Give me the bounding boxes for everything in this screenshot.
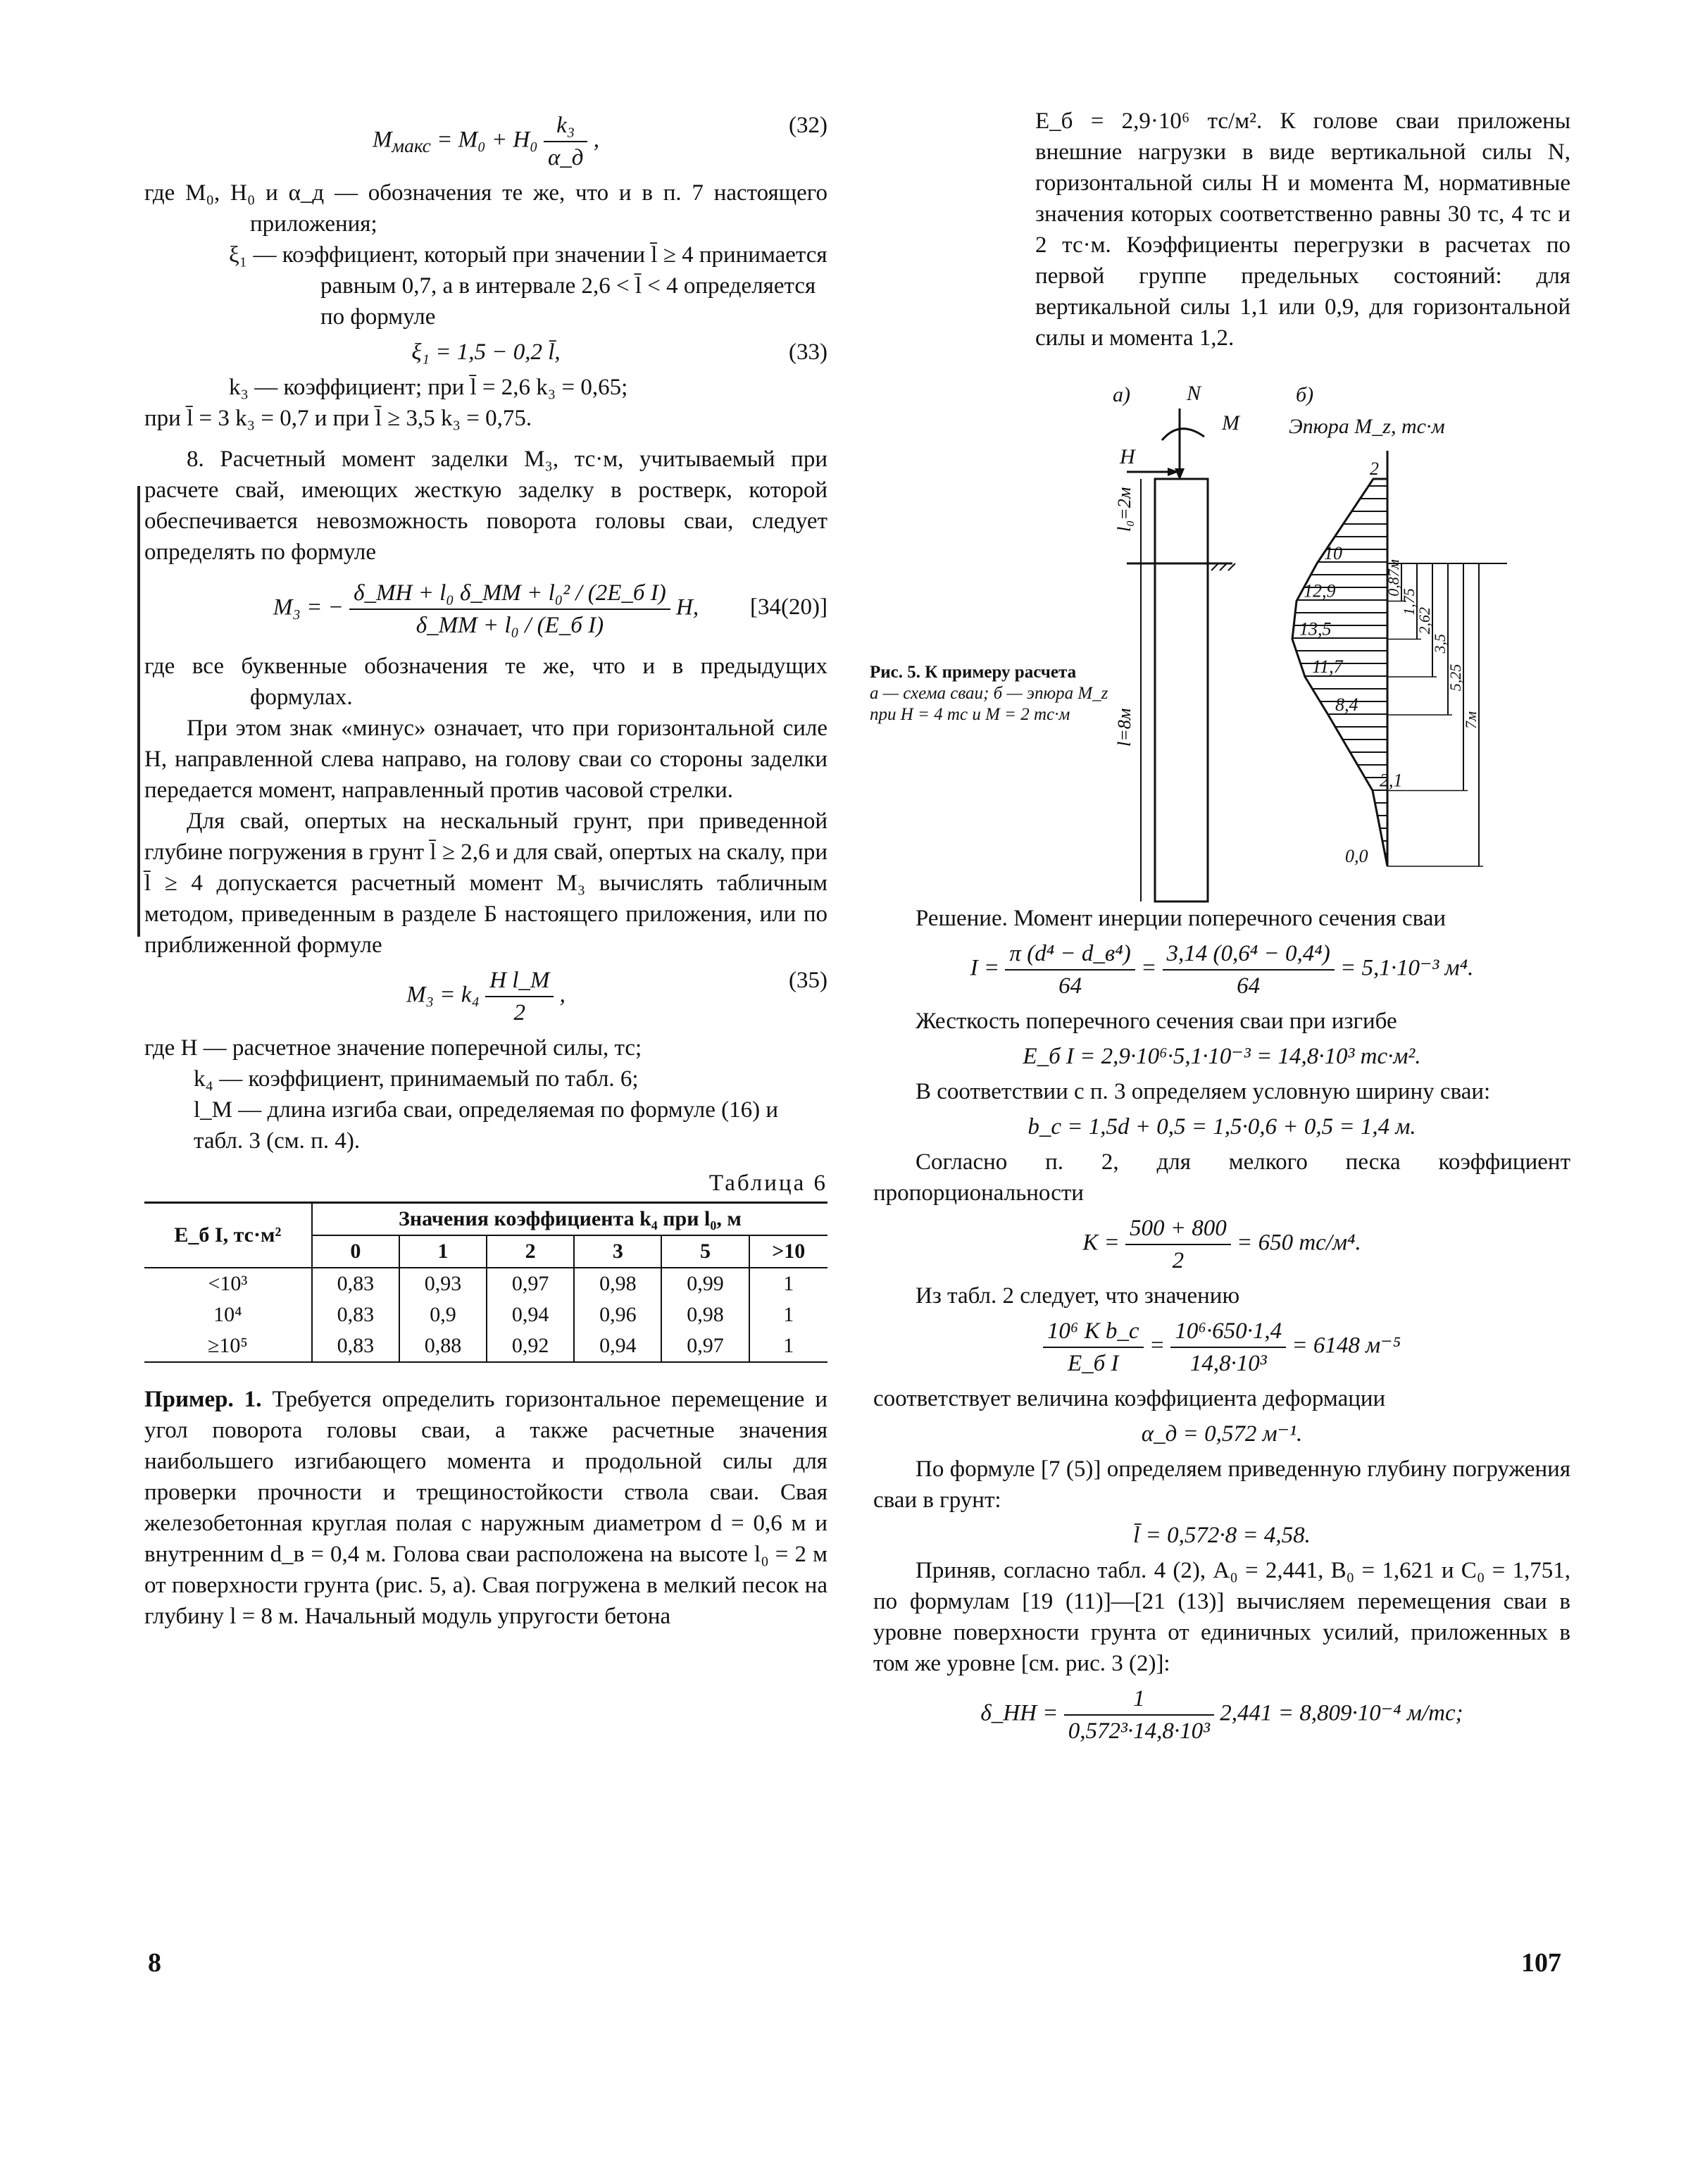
formula-ratio-frac1: [1043, 1316, 1144, 1379]
table2-text: Из табл. 2 следует, что значению: [916, 1283, 1240, 1309]
formula-33: [144, 337, 827, 368]
formula-delta-hh-num: 1: [1064, 1683, 1214, 1716]
fig-label-h: H: [1120, 445, 1135, 468]
formula-inertia-frac1: [1005, 938, 1135, 1001]
formula-ratio-tail: = 6148 м⁻⁵: [1292, 1333, 1401, 1359]
h-definition: где H — расчетное значение поперечной силы, тс;: [144, 1035, 642, 1061]
table-cell: 1: [783, 1272, 794, 1295]
table-6-col-0: 0: [312, 1235, 399, 1268]
moment-m-arrow: [1162, 429, 1204, 440]
formula-35-lhs: M₃ = k₄: [406, 982, 480, 1008]
table-cell: 1: [783, 1303, 794, 1326]
k-text: Согласно п. 2, для мелкого песка коэффициент пропорциональности: [873, 1149, 1570, 1206]
pile-shaft: [1155, 479, 1208, 901]
lm-definition: l_M — длина изгиба сваи, определяемая по формуле (16) и табл. 3 (см. п. 4).: [194, 1097, 778, 1154]
table-6-span-header: Значения коэффициента k₄ при l₀, м: [312, 1203, 827, 1236]
epure-value-label: 2,1: [1380, 770, 1403, 791]
table-cell: 0,98: [661, 1299, 749, 1330]
figure-5-caption: [870, 662, 1130, 725]
approx-method-text: Для свай, опертых на нескальный грунт, при приведенной глубине погружения в грунт l̄ ≥ 2,6 и для свай, опертых на скалу, при l̄ ≥ 4 допускается расчетный момент M₃ вычислять табличным методом, приведенным в разделе Б настоящего приложения, или по приближенной формуле: [144, 809, 827, 958]
formula-ratio: $\frac{\text{10⁶ K b\_c}}{\text{E\_б I}}$ = $\frac{\text{10⁶·650·1,4}}{\text{14,8·10³}}$ = 6148 м⁻⁵: [873, 1316, 1570, 1379]
formula-34-fraction: [349, 578, 670, 641]
formula-inertia-lhs: I =: [970, 955, 1000, 981]
example-continued: E_б = 2,9·10⁶ тс/м². К голове сваи приложены внешние нагрузки в виде вертикальной силы N, горизонтальной силы H и момента M, нормативные значения которых соответственно равны 30 тс, 4 тс и 2 тс·м. Коэффициенты перегрузки в расчетах по первой группе предельных состояний: для вертикальной силы 1,1 или 0,9, для горизонтальной силы и момента 1,2.: [1035, 108, 1570, 351]
formula-alpha: α_д = 0,572 м⁻¹.: [1141, 1421, 1303, 1447]
formula-k-num: 500 + 800: [1125, 1213, 1231, 1245]
epure-value-label: 10: [1324, 543, 1342, 563]
formula-32-rhs: = M₀ + H₀: [437, 127, 538, 153]
formula-34-den: δ_MM + l₀ / (E_б I): [416, 613, 604, 638]
right-column: [873, 106, 1570, 1751]
formula-34-lhs: M₃ = −: [273, 594, 344, 620]
table-6-col-5: >10: [772, 1240, 806, 1263]
take-text: Приняв, согласно табл. 4 (2), A₀ = 2,441, B₀ = 1,621 и C₀ = 1,751, по формулам [19 (11)]—[21 (13)] вычисляем перемещения сваи в уровне поверхности грунта от единичных усилий, приложенных в том же уровне [см. рис. 3 (2)]:: [873, 1558, 1570, 1676]
formula-ratio-den2: 14,8·10³: [1189, 1351, 1267, 1376]
epure-value-label: 2: [1370, 458, 1379, 479]
formula-stiffness: E_б I = 2,9·10⁶·5,1·10⁻³ = 14,8·10³ тс·м².: [1023, 1044, 1421, 1069]
figure-5-caption-text: а — схема сваи; б — эпюра M_z при H = 4 тс и M = 2 тс·м: [870, 684, 1108, 724]
fig-l0-label: l₀=2м: [1114, 487, 1135, 532]
table-row: [144, 1330, 827, 1362]
table-cell: 0,88: [399, 1330, 487, 1362]
epure-value-label: 8,4: [1335, 694, 1358, 715]
formula-inertia-tail: = 5,1·10⁻³ м⁴.: [1339, 955, 1474, 981]
formula-ratio-num2: 10⁶·650·1,4: [1170, 1316, 1286, 1348]
formula-inertia-num1: π (d⁴ − d_в⁴): [1005, 938, 1135, 971]
table-cell: 0,9: [399, 1299, 487, 1330]
k3-definition-a: k₃ — коэффициент; при l̄ = 2,6 k₃ = 0,65;: [229, 375, 628, 400]
formula-35-den: 2: [513, 1000, 526, 1025]
width-text: В соответствии с п. 3 определяем условную ширину сваи:: [916, 1079, 1491, 1104]
k3-definition-b: при l̄ = 3 k₃ = 0,7 и при l̄ ≥ 3,5 k₃ = 0,75.: [144, 406, 532, 431]
formula-35-label: (35): [789, 968, 827, 993]
depth-dimension-label: 0,87м: [1385, 559, 1402, 597]
table-cell: 0,83: [312, 1330, 399, 1362]
fig-label-n: N: [1187, 382, 1201, 405]
formula-32-den: α_д: [547, 145, 584, 170]
where-text-2: где все буквенные обозначения те же, что и в предыдущих формулах.: [144, 654, 827, 710]
formula-delta-hh-lhs: δ_HH =: [980, 1700, 1058, 1726]
table-cell: 0,98: [574, 1268, 661, 1299]
table-cell: 0,96: [574, 1299, 661, 1330]
formula-inertia-num2: 3,14 (0,6⁴ − 0,4⁴): [1163, 938, 1335, 971]
table-cell: 0,99: [661, 1268, 749, 1299]
epure-value-label: 13,5: [1299, 618, 1332, 639]
formula-32-lhs: M: [373, 127, 392, 153]
table-6-col-1: 1: [399, 1235, 487, 1268]
formula-k-den: 2: [1172, 1248, 1185, 1273]
epure-value-label: 0,0: [1345, 846, 1368, 866]
change-bar: [137, 486, 140, 937]
formula-k: [873, 1213, 1570, 1276]
page-number-right: 107: [1521, 1948, 1561, 1978]
formula-k-tail: = 650 тс/м⁴.: [1237, 1230, 1361, 1256]
table-cell: 0,83: [312, 1299, 399, 1330]
where-text-1: где M₀, H₀ и α_д — обозначения те же, что и в п. 7 настоящего приложения;: [144, 180, 827, 237]
fig-l-label: l=8м: [1114, 708, 1135, 747]
formula-delta-hh-frac: [1064, 1683, 1214, 1747]
formula-delta-hh-den: 0,572³·14,8·10³: [1068, 1718, 1210, 1744]
formula-33-body: ξ₁ = 1,5 − 0,2 l̄,: [411, 339, 561, 365]
formula-32-lhs-sub: макс: [392, 135, 431, 157]
table-row: [144, 1299, 827, 1330]
table-cell: 0,94: [487, 1299, 574, 1330]
table-cell: 0,93: [399, 1268, 487, 1299]
formula-delta-hh: [873, 1683, 1570, 1747]
table-6-row-label: ≥10⁵: [144, 1330, 312, 1362]
formula-inertia-den2: 64: [1237, 973, 1261, 999]
example-1: [144, 1384, 827, 1632]
table-6-row-label: <10³: [144, 1268, 312, 1299]
minus-sign-text: При этом знак «минус» означает, что при горизонтальной силе H, направленной слева направо, на голову сваи со стороны заделки передается момент, направленный против часовой стрелки.: [144, 716, 827, 803]
stiffness-text: Жесткость поперечного сечения сваи при изгибе: [916, 1009, 1397, 1034]
formula-k-frac: [1125, 1213, 1231, 1276]
depth-dimension-label: 3,5: [1431, 634, 1449, 654]
formula-32-num: k₃: [544, 110, 588, 142]
table-6-row-label: 10⁴: [144, 1299, 312, 1330]
solution-text: Решение. Момент инерции поперечного сечения сваи: [916, 906, 1447, 931]
alpha-text: соответствует величина коэффициента деформации: [873, 1386, 1386, 1411]
depth-dimension-label: 7м: [1462, 711, 1480, 729]
table-cell: 0,97: [661, 1330, 749, 1362]
formula-33-label: (33): [789, 339, 827, 365]
formula-35-num: H l_M: [485, 965, 554, 997]
formula-35: [144, 965, 827, 1028]
table-cell: 1: [783, 1334, 794, 1357]
epure-value-label: 12,9: [1304, 580, 1336, 601]
depth-dimension-label: 1,75: [1400, 588, 1418, 616]
depth-dimensions: [1385, 559, 1507, 866]
table-cell: 0,94: [574, 1330, 661, 1362]
formula-32-fraction: [544, 110, 588, 173]
table-6-col-2: 2: [487, 1235, 574, 1268]
formula-delta-hh-tail: 2,441 = 8,809·10⁻⁴ м/тс;: [1220, 1700, 1463, 1726]
xi-definition: ξ₁ — коэффициент, который при значении l̄ ≥ 4 принимается равным 0,7, а в интервале 2,6 < l̄ < 4 определяется по формуле: [229, 242, 827, 330]
formula-34-label: [34(20)]: [750, 594, 827, 620]
formula-35-tail: ,: [559, 982, 566, 1008]
table-cell: 0,97: [487, 1268, 574, 1299]
formula-depth: l̄ = 0,572·8 = 4,58.: [1133, 1523, 1311, 1548]
fig-label-m: M: [1222, 411, 1239, 435]
formula-35-fraction: [485, 965, 554, 1028]
epure-value-label: 11,7: [1312, 656, 1343, 677]
fig-label-b: б): [1296, 383, 1314, 406]
example-1-text: Требуется определить горизонтальное перемещение и угол поворота головы сваи, а также расчетные значения наибольшего изгибающего момента и продольной силы для проверки прочности и трещиностойкости ствола сваи. Свая железобетонная круглая полая с наружным диаметром d = 0,6 м и внутренним d_в = 0,4 м. Голова сваи расположена на высоте l₀ = 2 м от поверхности грунта (рис. 5, а). Свая погружена в мелкий песок на глубину l = 8 м. Начальный модуль упругости бетона: [144, 1387, 827, 1629]
table-6-col-3: 3: [574, 1235, 661, 1268]
formula-width: b_c = 1,5d + 0,5 = 1,5·0,6 + 0,5 = 1,4 м.: [1027, 1114, 1416, 1140]
depth-text: По формуле [7 (5)] определяем приведенную глубину погружения сваи в грунт:: [873, 1456, 1570, 1513]
formula-ratio-frac2: [1170, 1316, 1286, 1379]
table-6-col-4: 5: [661, 1235, 749, 1268]
table-cell: 0,83: [312, 1268, 399, 1299]
example-1-head: Пример. 1.: [144, 1387, 262, 1412]
fig-epure-title: Эпюра M_z, тс·м: [1289, 415, 1445, 438]
depth-dimension-label: 2,62: [1416, 606, 1433, 635]
formula-34-tail: H,: [676, 594, 699, 620]
k4-definition: k₄ — коэффициент, принимаемый по табл. 6;: [194, 1066, 639, 1092]
depth-dimension-label: 5,25: [1447, 663, 1464, 692]
table-row: [144, 1268, 827, 1299]
left-column: [144, 106, 827, 1632]
formula-34-num: δ_MH + l₀ δ_MM + l₀² / (2E_б I): [349, 578, 670, 610]
figure-5: [1099, 380, 1592, 916]
formula-ratio-num1: 10⁶ K b_c: [1043, 1316, 1144, 1348]
formula-inertia-frac2: [1163, 938, 1335, 1001]
formula-k-lhs: K =: [1082, 1230, 1120, 1256]
table-cell: 0,92: [487, 1330, 574, 1362]
fig-label-a: а): [1113, 383, 1130, 406]
formula-34: [144, 578, 827, 641]
table-6-title: Таблица 6: [708, 1171, 827, 1196]
table-6-row-header: E_б I, тс·м²: [144, 1203, 312, 1268]
page-number-left: 8: [148, 1948, 161, 1978]
paragraph-8: 8. Расчетный момент заделки M₃, тс·м, учитываемый при расчете свай, имеющих жесткую заделку в ростверк, которой обеспечивается невозможность поворота головы сваи, следует определять по формуле: [144, 447, 827, 565]
table-6: [144, 1202, 827, 1363]
formula-32: [144, 110, 827, 173]
formula-inertia-den1: 64: [1058, 973, 1082, 999]
formula-32-tail: ,: [593, 127, 599, 153]
formula-ratio-den1: E_б I: [1067, 1351, 1119, 1376]
formula-32-label: (32): [789, 113, 827, 138]
figure-5-caption-head: Рис. 5. К примеру расчета: [870, 663, 1077, 682]
formula-inertia: I = $\frac{\text{π (d⁴ − d\_в⁴)}}{64}$ = $\frac{\text{3,14 (0,6⁴ − 0,4⁴)}}{64}$ = 5,1·10⁻³ м⁴.: [873, 938, 1570, 1001]
